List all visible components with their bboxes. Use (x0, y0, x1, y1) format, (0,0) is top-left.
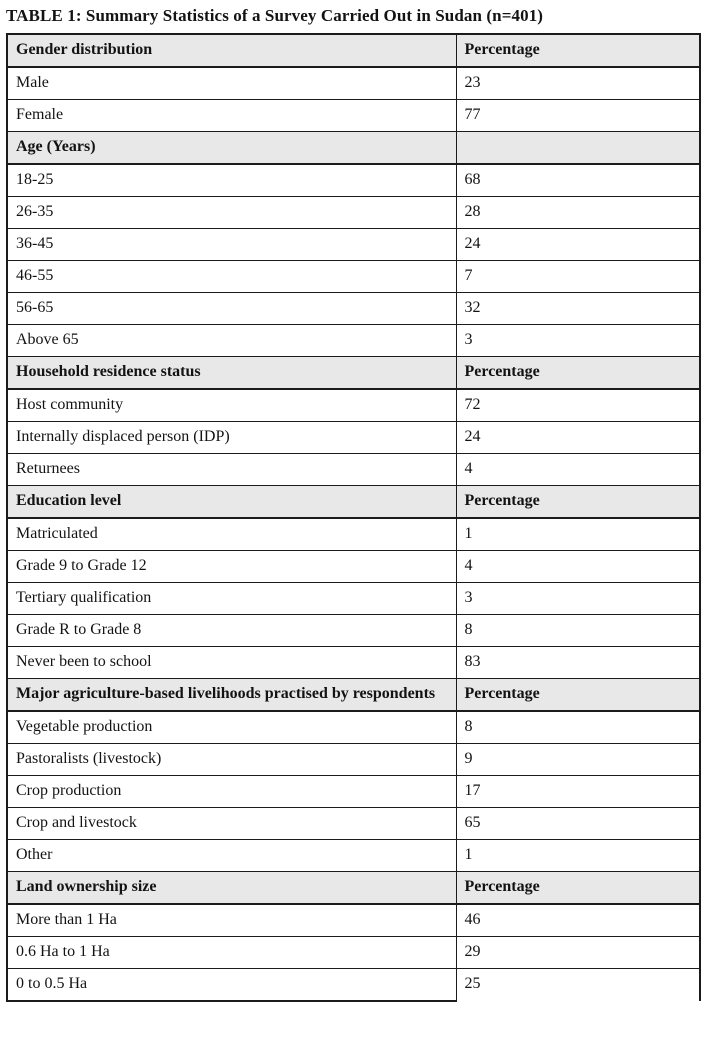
row-label-cell: 0 to 0.5 Ha (7, 969, 456, 1002)
section-header-row (7, 132, 700, 165)
row-label-cell: Male (7, 67, 456, 100)
section-header-value: Percentage (456, 486, 700, 519)
table-row (7, 164, 700, 197)
section-header-value (456, 132, 700, 165)
row-label-cell: 0.6 Ha to 1 Ha (7, 937, 456, 969)
row-value-cell: 24 (456, 422, 700, 454)
row-label-cell: Above 65 (7, 325, 456, 357)
row-value-cell: 68 (456, 164, 700, 197)
section-header-value: Percentage (456, 872, 700, 905)
row-value-cell: 29 (456, 937, 700, 969)
table-row (7, 744, 700, 776)
table-row (7, 293, 700, 325)
table-row (7, 776, 700, 808)
table-row (7, 229, 700, 261)
row-label-cell: Grade 9 to Grade 12 (7, 551, 456, 583)
row-value-cell: 4 (456, 454, 700, 486)
row-value-cell: 83 (456, 647, 700, 679)
section-header-row (7, 34, 700, 67)
row-label-cell: Returnees (7, 454, 456, 486)
summary-statistics-table (6, 33, 701, 1002)
row-value-cell: 28 (456, 197, 700, 229)
row-value-cell: 77 (456, 100, 700, 132)
section-header-value: Percentage (456, 679, 700, 712)
table-row (7, 840, 700, 872)
row-label-cell: 46-55 (7, 261, 456, 293)
row-label-cell: 26-35 (7, 197, 456, 229)
row-label-cell: Crop production (7, 776, 456, 808)
table-row (7, 67, 700, 100)
table-title: TABLE 1: Summary Statistics of a Survey Carried Out in Sudan (n=401) (6, 6, 544, 25)
row-label-cell: Pastoralists (livestock) (7, 744, 456, 776)
row-value-cell: 3 (456, 325, 700, 357)
table-row (7, 261, 700, 293)
table-row (7, 904, 700, 937)
row-label-cell: Internally displaced person (IDP) (7, 422, 456, 454)
row-label-cell: Female (7, 100, 456, 132)
row-label-cell: More than 1 Ha (7, 904, 456, 937)
table-row (7, 969, 700, 1002)
section-header-value: Percentage (456, 34, 700, 67)
section-header-row (7, 357, 700, 390)
section-header-label: Household residence status (7, 357, 456, 390)
row-value-cell: 1 (456, 518, 700, 551)
row-label-cell: Tertiary qualification (7, 583, 456, 615)
table-row (7, 647, 700, 679)
table-row (7, 100, 700, 132)
table-row (7, 454, 700, 486)
section-header-row (7, 679, 700, 712)
section-header-row (7, 486, 700, 519)
row-label-cell: 56-65 (7, 293, 456, 325)
row-value-cell: 46 (456, 904, 700, 937)
section-header-row (7, 872, 700, 905)
row-value-cell: 65 (456, 808, 700, 840)
row-value-cell: 17 (456, 776, 700, 808)
row-label-cell: 36-45 (7, 229, 456, 261)
row-label-cell: Never been to school (7, 647, 456, 679)
row-value-cell: 23 (456, 67, 700, 100)
section-header-value: Percentage (456, 357, 700, 390)
row-value-cell: 8 (456, 615, 700, 647)
table-row (7, 937, 700, 969)
row-value-cell: 25 (456, 969, 700, 1002)
table-row (7, 808, 700, 840)
section-header-label: Land ownership size (7, 872, 456, 905)
section-header-label: Education level (7, 486, 456, 519)
row-label-cell: Matriculated (7, 518, 456, 551)
row-label-cell: Vegetable production (7, 711, 456, 744)
row-value-cell: 32 (456, 293, 700, 325)
section-header-label: Age (Years) (7, 132, 456, 165)
table-row (7, 197, 700, 229)
row-value-cell: 1 (456, 840, 700, 872)
row-value-cell: 4 (456, 551, 700, 583)
row-label-cell: Grade R to Grade 8 (7, 615, 456, 647)
row-value-cell: 9 (456, 744, 700, 776)
table-row (7, 389, 700, 422)
section-header-label: Gender distribution (7, 34, 456, 67)
row-label-cell: Crop and livestock (7, 808, 456, 840)
row-value-cell: 8 (456, 711, 700, 744)
row-label-cell: 18-25 (7, 164, 456, 197)
row-value-cell: 24 (456, 229, 700, 261)
summary-table-body (7, 34, 700, 1001)
row-value-cell: 72 (456, 389, 700, 422)
table-row (7, 422, 700, 454)
table-row (7, 518, 700, 551)
row-label-cell: Host community (7, 389, 456, 422)
table-row (7, 615, 700, 647)
table-row (7, 711, 700, 744)
row-label-cell: Other (7, 840, 456, 872)
table-row (7, 325, 700, 357)
table-row (7, 551, 700, 583)
section-header-label: Major agriculture-based livelihoods practised by respondents (7, 679, 456, 712)
table-row (7, 583, 700, 615)
row-value-cell: 3 (456, 583, 700, 615)
row-value-cell: 7 (456, 261, 700, 293)
